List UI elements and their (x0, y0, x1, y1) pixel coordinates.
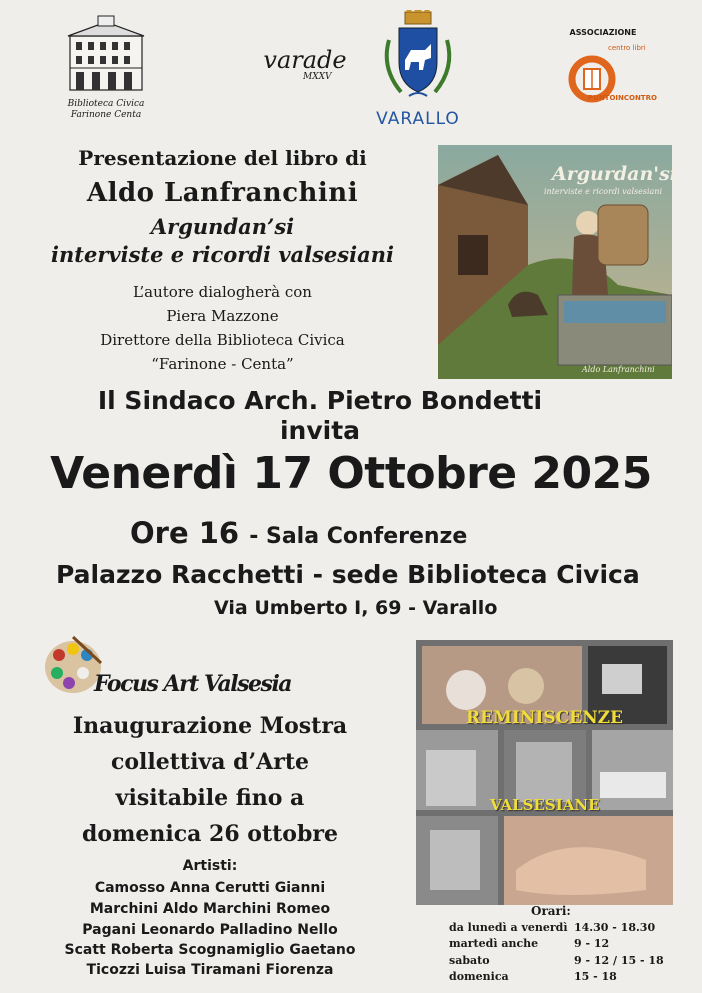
varade-logo-sub: MXXV (303, 72, 332, 82)
associazione-ring-bottom: PUNTOINCONTRO (588, 94, 657, 102)
varallo-crest (375, 10, 461, 128)
dialog-line-4: “Farinone - Centa” (151, 355, 294, 373)
hours-day: martedì anche (449, 937, 539, 950)
artist-line: Pagani Leonardo Palladino Nello (82, 922, 338, 938)
book-cover (438, 145, 678, 379)
dialog-line-3: Direttore della Biblioteca Civica (100, 331, 345, 349)
dialog-line-1: L’autore dialogherà con (133, 283, 312, 301)
book-cover-title: Argurdan'si (552, 163, 678, 185)
collage-word-2: VALSESIANE (490, 796, 600, 814)
biblioteca-logo-line2: Farinone Centa (70, 110, 142, 120)
hours-day: da lunedì a venerdì (449, 921, 568, 934)
artist-line: Ticozzi Luisa Tiramani Fiorenza (86, 962, 334, 978)
event-address: Via Umberto I, 69 - Varallo (214, 597, 498, 619)
artist-line: Marchini Aldo Marchini Romeo (89, 901, 331, 917)
artist-line: Camosso Anna Cerutti Gianni (94, 880, 326, 896)
varade-logo (255, 48, 355, 98)
book-cover-author: Aldo Lanfranchini (582, 365, 655, 374)
associazione-ring-top: centro libri (608, 44, 646, 52)
event-date: Venerdì 17 Ottobre 2025 (50, 448, 652, 499)
hours-day: sabato (449, 954, 490, 967)
hours-time: 15 - 18 (574, 970, 617, 983)
dialog-line-2: Piera Mazzone (166, 307, 279, 325)
photo-collage (416, 640, 673, 905)
book-title-line-2: interviste e ricordi valsesiani (51, 242, 394, 267)
book-title-line-1: Argundan’si (150, 214, 295, 239)
exhibition-line-3: visitabile fino a (115, 785, 305, 811)
mayor-line: Il Sindaco Arch. Pietro Bondetti (97, 386, 543, 415)
event-venue: Palazzo Racchetti - sede Biblioteca Civica (56, 560, 640, 589)
library-building-icon (62, 14, 150, 94)
presentation-line: Presentazione del libro di (78, 146, 367, 170)
book-cover-subtitle: interviste e ricordi valsesiani (544, 187, 662, 196)
hours-day: domenica (449, 970, 509, 983)
hours-time: 9 - 12 / 15 - 18 (574, 954, 664, 967)
biblioteca-logo (62, 14, 150, 119)
artist-line: Scatt Roberta Scognamiglio Gaetano (64, 942, 356, 958)
biblioteca-logo-line1: Biblioteca Civica (67, 99, 145, 109)
varallo-crest-label: VARALLO (376, 109, 460, 129)
hours-title: Orari: (531, 904, 571, 918)
exhibition-line-1: Inaugurazione Mostra (72, 713, 348, 739)
artists-title: Artisti: (182, 858, 238, 874)
hours-time: 9 - 12 (574, 937, 610, 950)
event-room: - Sala Conferenze (249, 524, 468, 549)
event-time: Ore 16 (130, 516, 240, 550)
associazione-logo (558, 28, 657, 118)
focus-art-brand: Focus Art Valsesia (94, 671, 292, 697)
coat-of-arms-icon (375, 10, 461, 102)
event-time-line (130, 516, 467, 550)
exhibition-line-2: collettiva d’Arte (110, 749, 310, 775)
collage-word-1: REMINISCENZE (466, 708, 624, 728)
invite-line: invita (279, 416, 361, 445)
associazione-label: ASSOCIAZIONE (569, 28, 637, 37)
exhibition-line-4: domenica 26 ottobre (82, 821, 338, 847)
hours-time: 14.30 - 18.30 (574, 921, 656, 934)
varade-logo-word: varade (263, 46, 347, 74)
photo-collage-image (416, 640, 673, 905)
author-name: Aldo Lanfranchini (86, 178, 359, 208)
